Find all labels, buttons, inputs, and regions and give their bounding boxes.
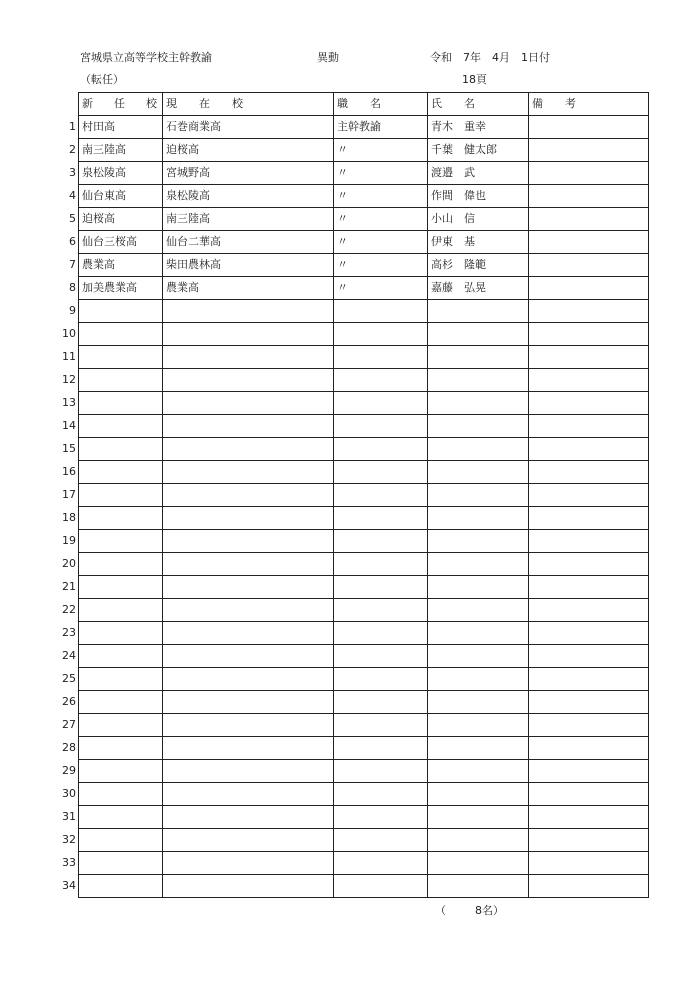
cell-remarks [529, 645, 649, 668]
cell-name [428, 599, 529, 622]
cell-current-school [163, 438, 334, 461]
cell-position [334, 806, 428, 829]
row-number: 1 [69, 120, 76, 133]
cell-current-school [163, 852, 334, 875]
row-number: 29 [62, 764, 76, 777]
cell-current-school [163, 507, 334, 530]
cell-name [428, 415, 529, 438]
cell-name [428, 668, 529, 691]
cell-position [334, 737, 428, 760]
row-number: 9 [69, 304, 76, 317]
row-number: 12 [62, 373, 76, 386]
cell-new-school: 農業高 [79, 254, 163, 277]
header-current-school [163, 93, 334, 116]
row-number: 10 [62, 327, 76, 340]
cell-remarks [529, 622, 649, 645]
cell-position [334, 599, 428, 622]
cell-name [428, 484, 529, 507]
cell-position [334, 875, 428, 898]
cell-new-school [79, 415, 163, 438]
row-number: 13 [62, 396, 76, 409]
cell-position [334, 300, 428, 323]
cell-remarks [529, 553, 649, 576]
cell-name: 嘉藤 弘晃 [428, 277, 529, 300]
cell-name [428, 369, 529, 392]
row-number: 20 [62, 557, 76, 570]
cell-name [428, 507, 529, 530]
header-current-school-char: 現 [166, 97, 177, 110]
cell-current-school [163, 530, 334, 553]
cell-remarks [529, 231, 649, 254]
cell-current-school: 石巻商業高 [163, 116, 334, 139]
cell-name [428, 783, 529, 806]
table-row [79, 714, 649, 737]
cell-name [428, 829, 529, 852]
cell-current-school [163, 346, 334, 369]
table-row [79, 116, 649, 139]
row-number: 32 [62, 833, 76, 846]
header-remarks [529, 93, 649, 116]
cell-position: 〃 [334, 208, 428, 231]
cell-current-school: 仙台二華高 [163, 231, 334, 254]
table-row [79, 576, 649, 599]
row-number: 25 [62, 672, 76, 685]
row-number: 11 [62, 350, 76, 363]
cell-name [428, 714, 529, 737]
cell-new-school [79, 461, 163, 484]
cell-current-school [163, 760, 334, 783]
cell-current-school [163, 415, 334, 438]
category-label: （転任） [80, 73, 124, 86]
cell-current-school: 柴田農林高 [163, 254, 334, 277]
cell-remarks [529, 484, 649, 507]
cell-position [334, 852, 428, 875]
header-name [428, 93, 529, 116]
cell-current-school [163, 622, 334, 645]
cell-new-school: 泉松陵高 [79, 162, 163, 185]
table-row [79, 139, 649, 162]
cell-position [334, 369, 428, 392]
cell-new-school: 加美農業高 [79, 277, 163, 300]
cell-remarks [529, 461, 649, 484]
cell-current-school [163, 875, 334, 898]
cell-position [334, 507, 428, 530]
header-new-school-char: 任 [114, 97, 125, 110]
cell-position [334, 783, 428, 806]
cell-position: 〃 [334, 162, 428, 185]
table-row [79, 392, 649, 415]
header-position-char: 職 [337, 97, 348, 110]
cell-new-school [79, 300, 163, 323]
cell-remarks [529, 599, 649, 622]
cell-name: 伊東 基 [428, 231, 529, 254]
cell-new-school [79, 852, 163, 875]
cell-name: 小山 信 [428, 208, 529, 231]
cell-new-school [79, 737, 163, 760]
personnel-table [78, 92, 649, 898]
row-number: 8 [69, 281, 76, 294]
cell-new-school [79, 691, 163, 714]
cell-position [334, 323, 428, 346]
cell-remarks [529, 277, 649, 300]
cell-remarks [529, 576, 649, 599]
cell-current-school: 迫桜高 [163, 139, 334, 162]
cell-new-school [79, 438, 163, 461]
cell-name [428, 806, 529, 829]
cell-name [428, 530, 529, 553]
cell-remarks [529, 323, 649, 346]
cell-remarks [529, 875, 649, 898]
row-number: 33 [62, 856, 76, 869]
cell-new-school [79, 783, 163, 806]
cell-new-school: 南三陸高 [79, 139, 163, 162]
table-row [79, 553, 649, 576]
cell-name: 高杉 隆範 [428, 254, 529, 277]
row-number: 17 [62, 488, 76, 501]
cell-new-school [79, 392, 163, 415]
table-row [79, 346, 649, 369]
cell-new-school [79, 668, 163, 691]
cell-new-school: 迫桜高 [79, 208, 163, 231]
header-current-school-char: 在 [199, 97, 210, 110]
cell-new-school [79, 507, 163, 530]
cell-position [334, 645, 428, 668]
cell-remarks [529, 714, 649, 737]
header-new-school-char: 校 [146, 97, 157, 110]
cell-position: 〃 [334, 254, 428, 277]
row-number: 26 [62, 695, 76, 708]
cell-name: 作間 偉也 [428, 185, 529, 208]
table-row [79, 760, 649, 783]
table-row [79, 415, 649, 438]
cell-current-school [163, 484, 334, 507]
header-name-char: 氏 [431, 97, 442, 110]
cell-current-school [163, 599, 334, 622]
cell-position: 〃 [334, 231, 428, 254]
header-remarks-char: 備 [532, 97, 543, 110]
cell-remarks [529, 530, 649, 553]
change-type-label: 異動 [317, 51, 339, 64]
cell-remarks [529, 346, 649, 369]
cell-position [334, 829, 428, 852]
cell-name [428, 392, 529, 415]
cell-remarks [529, 162, 649, 185]
header-new-school-char: 新 [82, 97, 93, 110]
cell-position: 〃 [334, 139, 428, 162]
row-number: 6 [69, 235, 76, 248]
document-title: 宮城県立高等学校主幹教諭 [80, 51, 212, 64]
cell-new-school [79, 323, 163, 346]
row-number: 7 [69, 258, 76, 271]
table-row [79, 185, 649, 208]
row-number: 27 [62, 718, 76, 731]
cell-name: 千葉 健太郎 [428, 139, 529, 162]
cell-position [334, 392, 428, 415]
row-number: 21 [62, 580, 76, 593]
total-count [435, 902, 504, 918]
cell-current-school: 南三陸高 [163, 208, 334, 231]
table-row [79, 806, 649, 829]
cell-remarks [529, 507, 649, 530]
header-remarks-char: 考 [565, 97, 576, 110]
cell-current-school [163, 461, 334, 484]
cell-current-school [163, 737, 334, 760]
cell-current-school [163, 300, 334, 323]
cell-current-school [163, 553, 334, 576]
cell-current-school [163, 829, 334, 852]
table-row [79, 530, 649, 553]
cell-name [428, 737, 529, 760]
cell-name [428, 346, 529, 369]
cell-position [334, 668, 428, 691]
cell-remarks [529, 438, 649, 461]
cell-current-school [163, 691, 334, 714]
cell-position [334, 461, 428, 484]
cell-new-school [79, 530, 163, 553]
cell-name [428, 760, 529, 783]
cell-new-school [79, 714, 163, 737]
table-row [79, 277, 649, 300]
header-new-school [79, 93, 163, 116]
cell-position [334, 530, 428, 553]
cell-name [428, 300, 529, 323]
cell-remarks [529, 139, 649, 162]
cell-current-school [163, 576, 334, 599]
cell-current-school [163, 369, 334, 392]
cell-position [334, 576, 428, 599]
table-row [79, 622, 649, 645]
cell-name [428, 875, 529, 898]
cell-remarks [529, 208, 649, 231]
table-row [79, 507, 649, 530]
header-name-char: 名 [464, 97, 475, 110]
row-number: 22 [62, 603, 76, 616]
table-row [79, 254, 649, 277]
cell-new-school [79, 645, 163, 668]
row-number: 5 [69, 212, 76, 225]
cell-remarks [529, 852, 649, 875]
cell-name [428, 323, 529, 346]
row-number: 23 [62, 626, 76, 639]
cell-remarks [529, 783, 649, 806]
cell-new-school [79, 484, 163, 507]
row-number: 3 [69, 166, 76, 179]
cell-current-school [163, 714, 334, 737]
cell-new-school: 仙台東高 [79, 185, 163, 208]
cell-remarks [529, 392, 649, 415]
cell-name [428, 852, 529, 875]
table-row [79, 162, 649, 185]
cell-position [334, 691, 428, 714]
cell-name [428, 645, 529, 668]
row-number-column [56, 115, 76, 897]
table-row [79, 208, 649, 231]
cell-remarks [529, 116, 649, 139]
cell-new-school [79, 806, 163, 829]
cell-name: 渡邉 武 [428, 162, 529, 185]
cell-current-school [163, 323, 334, 346]
cell-name [428, 438, 529, 461]
table-row [79, 438, 649, 461]
cell-current-school: 泉松陵高 [163, 185, 334, 208]
cell-remarks [529, 254, 649, 277]
row-number: 31 [62, 810, 76, 823]
cell-remarks [529, 760, 649, 783]
cell-new-school [79, 829, 163, 852]
table-row [79, 461, 649, 484]
table-row [79, 875, 649, 898]
row-number: 30 [62, 787, 76, 800]
row-number: 15 [62, 442, 76, 455]
cell-remarks [529, 691, 649, 714]
page-number: 18頁 [462, 73, 487, 86]
row-number: 18 [62, 511, 76, 524]
cell-current-school [163, 392, 334, 415]
cell-new-school [79, 553, 163, 576]
total-value: 8名） [475, 904, 504, 917]
table-row [79, 323, 649, 346]
header-position-char: 名 [370, 97, 381, 110]
table-row [79, 737, 649, 760]
cell-position [334, 622, 428, 645]
cell-new-school [79, 622, 163, 645]
table-row [79, 691, 649, 714]
row-number: 14 [62, 419, 76, 432]
cell-name [428, 461, 529, 484]
cell-remarks [529, 300, 649, 323]
issue-date: 令和 7年 4月 1日付 [430, 51, 550, 64]
cell-position: 主幹教諭 [334, 116, 428, 139]
table-row [79, 645, 649, 668]
cell-position [334, 438, 428, 461]
row-number: 28 [62, 741, 76, 754]
cell-current-school: 農業高 [163, 277, 334, 300]
cell-current-school [163, 783, 334, 806]
cell-remarks [529, 185, 649, 208]
cell-current-school: 宮城野高 [163, 162, 334, 185]
cell-new-school: 村田高 [79, 116, 163, 139]
cell-name [428, 553, 529, 576]
cell-remarks [529, 668, 649, 691]
cell-position [334, 553, 428, 576]
cell-position [334, 714, 428, 737]
cell-name [428, 691, 529, 714]
cell-new-school [79, 346, 163, 369]
table-row [79, 300, 649, 323]
cell-position [334, 415, 428, 438]
cell-position: 〃 [334, 185, 428, 208]
cell-position [334, 346, 428, 369]
cell-current-school [163, 645, 334, 668]
table-row [79, 852, 649, 875]
cell-remarks [529, 806, 649, 829]
cell-new-school [79, 599, 163, 622]
cell-current-school [163, 806, 334, 829]
cell-position [334, 484, 428, 507]
header-current-school-char: 校 [232, 97, 243, 110]
cell-new-school: 仙台三桜高 [79, 231, 163, 254]
table-header-row [79, 93, 649, 116]
header-position [334, 93, 428, 116]
row-number: 19 [62, 534, 76, 547]
cell-position [334, 760, 428, 783]
cell-position: 〃 [334, 277, 428, 300]
cell-new-school [79, 875, 163, 898]
table-row [79, 668, 649, 691]
table-row [79, 231, 649, 254]
row-number: 4 [69, 189, 76, 202]
cell-remarks [529, 737, 649, 760]
cell-remarks [529, 415, 649, 438]
cell-new-school [79, 369, 163, 392]
cell-remarks [529, 369, 649, 392]
row-number: 16 [62, 465, 76, 478]
row-number: 2 [69, 143, 76, 156]
cell-new-school [79, 576, 163, 599]
total-paren: （ [435, 904, 446, 917]
row-number: 34 [62, 879, 76, 892]
table-row [79, 829, 649, 852]
cell-current-school [163, 668, 334, 691]
table-row [79, 484, 649, 507]
cell-new-school [79, 760, 163, 783]
table-row [79, 599, 649, 622]
cell-name: 青木 重幸 [428, 116, 529, 139]
cell-name [428, 622, 529, 645]
cell-name [428, 576, 529, 599]
cell-remarks [529, 829, 649, 852]
row-number: 24 [62, 649, 76, 662]
table-row [79, 369, 649, 392]
table-row [79, 783, 649, 806]
